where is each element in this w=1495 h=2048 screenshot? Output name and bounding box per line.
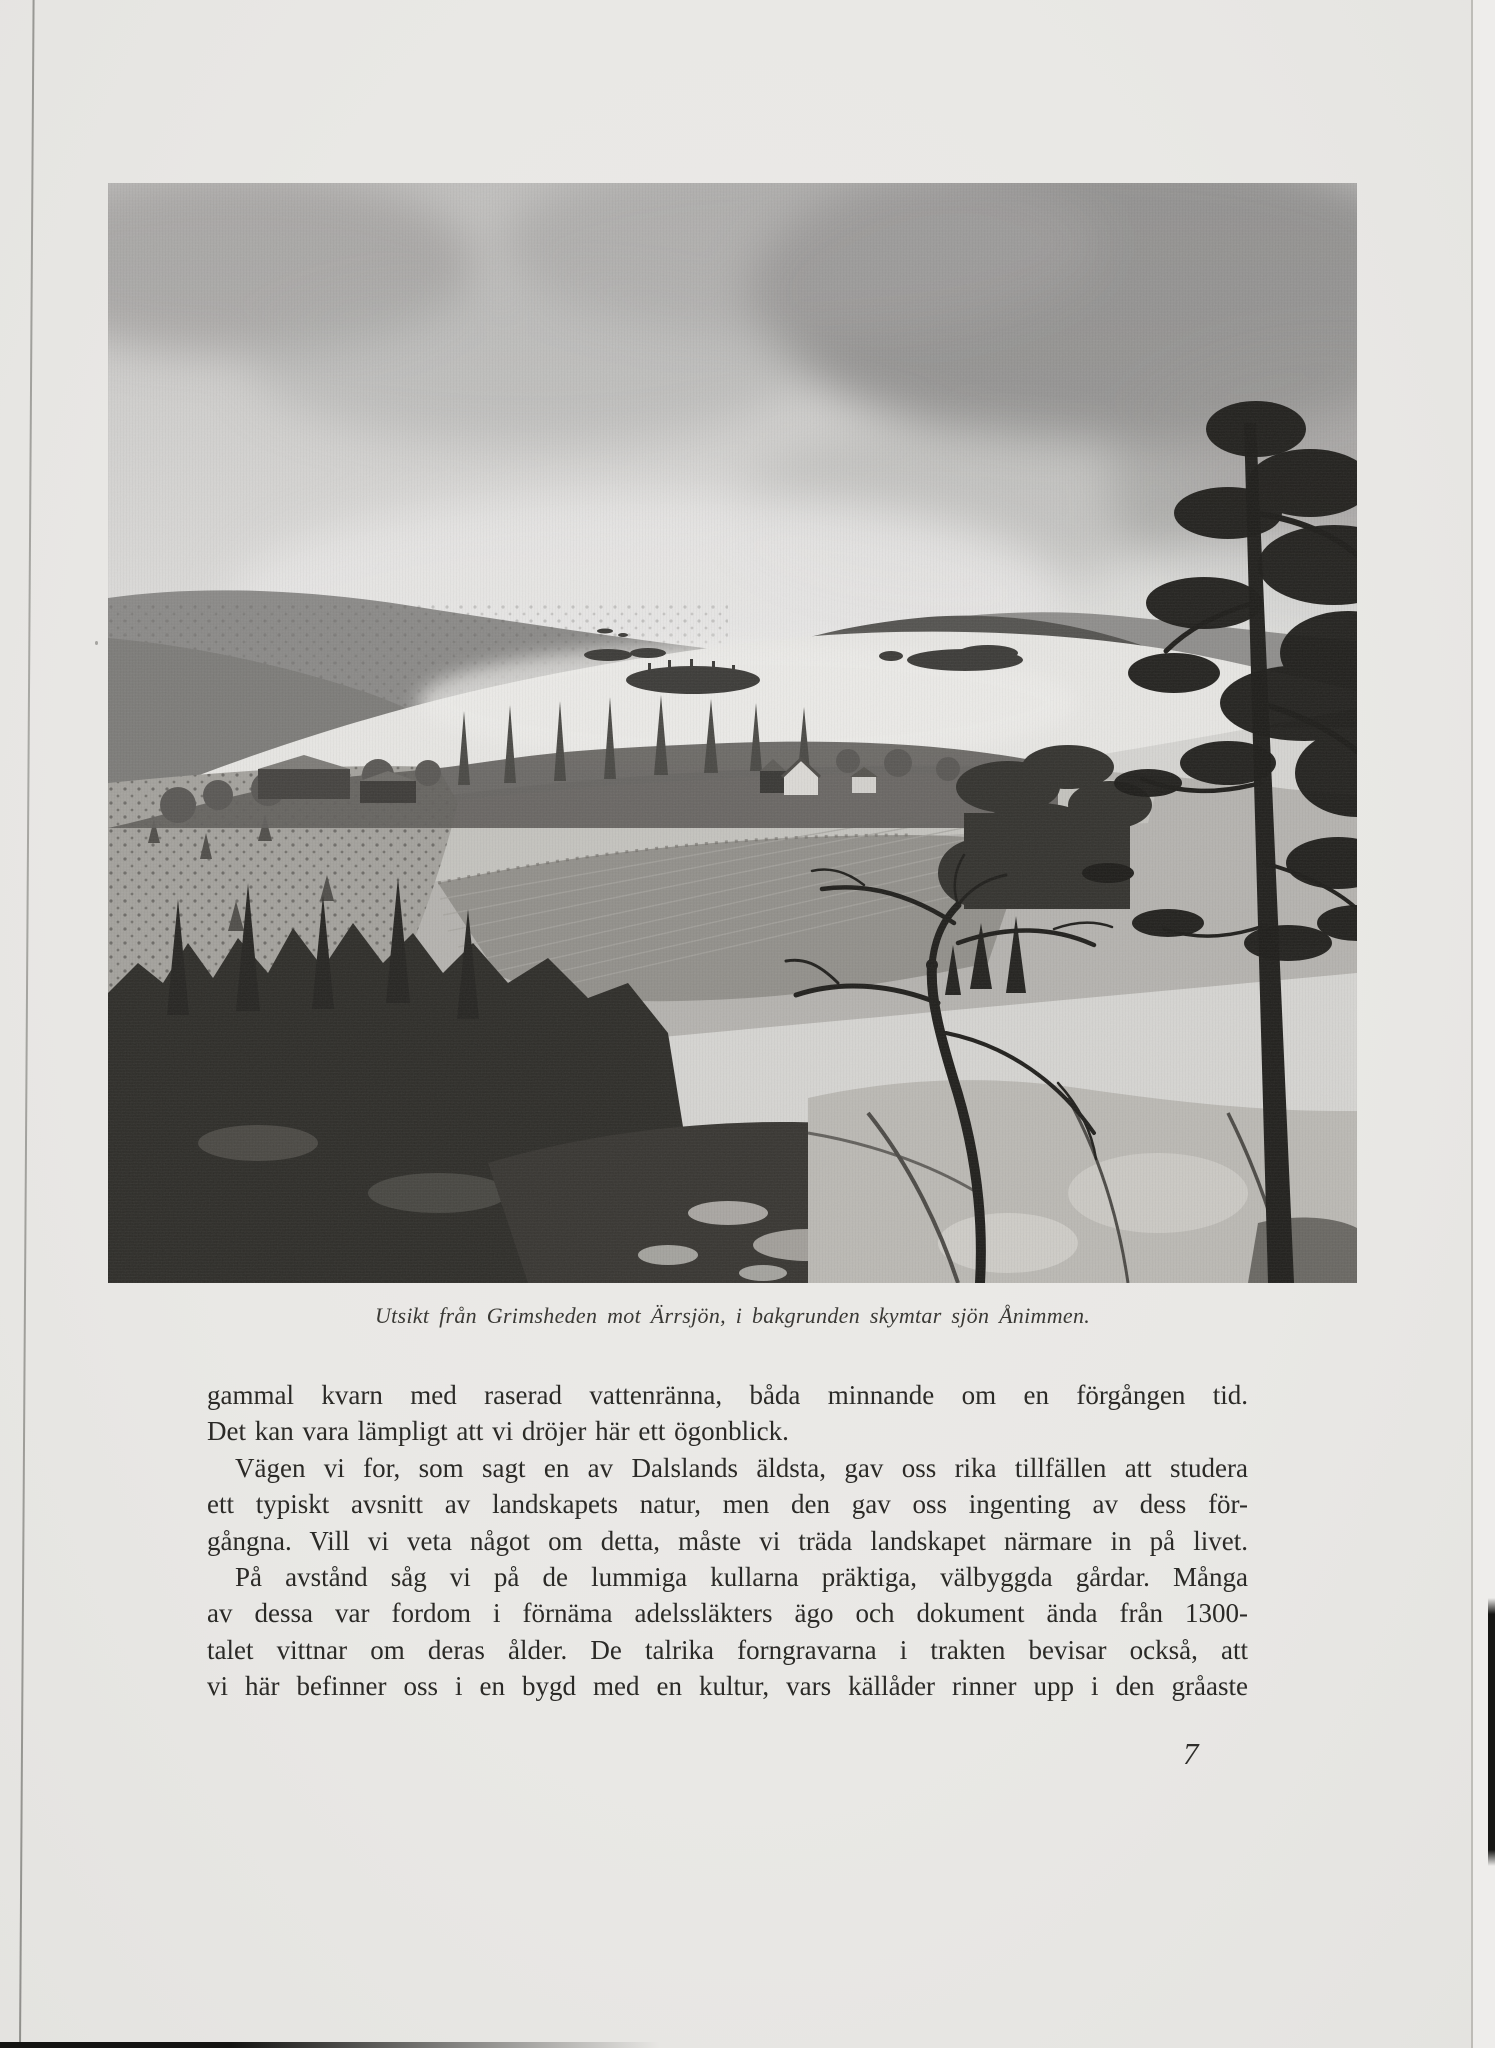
body-text-line: Vägen vi for, som sagt en av Dalslands äldsta, gav oss rika tillfällen att studera xyxy=(235,1452,1248,1483)
body-text-line: På avstånd såg vi på de lummiga kullarna präktiga, välbyggda gårdar. Många xyxy=(235,1562,1248,1593)
scan-background-sliver xyxy=(1488,1598,1495,1866)
landscape-photo xyxy=(108,183,1357,1283)
dust-speck xyxy=(95,641,98,645)
scan-bottom-edge xyxy=(0,2042,660,2048)
body-text xyxy=(207,1377,1248,1705)
body-text-line: talet vittnar om deras ålder. De talrika forngravarna i trakten bevisar också, att xyxy=(207,1634,1248,1665)
photo-caption: Utsikt från Grimsheden mot Ärrsjön, i bakgrunden skymtar sjön Ånimmen. xyxy=(374,1303,1091,1328)
page-right-edge-line xyxy=(1471,0,1473,2048)
body-text-line: ett typiskt avsnitt av landskapets natur, men den gav oss ingenting av dess för- xyxy=(207,1489,1248,1520)
page-binding-line xyxy=(19,0,35,2048)
body-text-line: gammal kvarn med raserad vattenränna, båda minnande om en förgången tid. xyxy=(207,1380,1248,1410)
page-number: 7 xyxy=(1183,1736,1199,1771)
photo-grain xyxy=(108,183,1357,1283)
body-text-line: av dessa var fordom i förnäma adelssläkters ägo och dokument ända från 1300- xyxy=(207,1598,1248,1629)
body-text-line: gångna. Vill vi veta något om detta, måste vi träda landskapet närmare in på livet. xyxy=(207,1525,1248,1556)
body-text-line: vi här befinner oss i en bygd med en kultur, vars källåder rinner upp i den gråaste xyxy=(207,1671,1248,1702)
body-text-line: Det kan vara lämpligt att vi dröjer här ett ögonblick. xyxy=(207,1416,789,1447)
landscape-photo-art xyxy=(108,183,1357,1283)
